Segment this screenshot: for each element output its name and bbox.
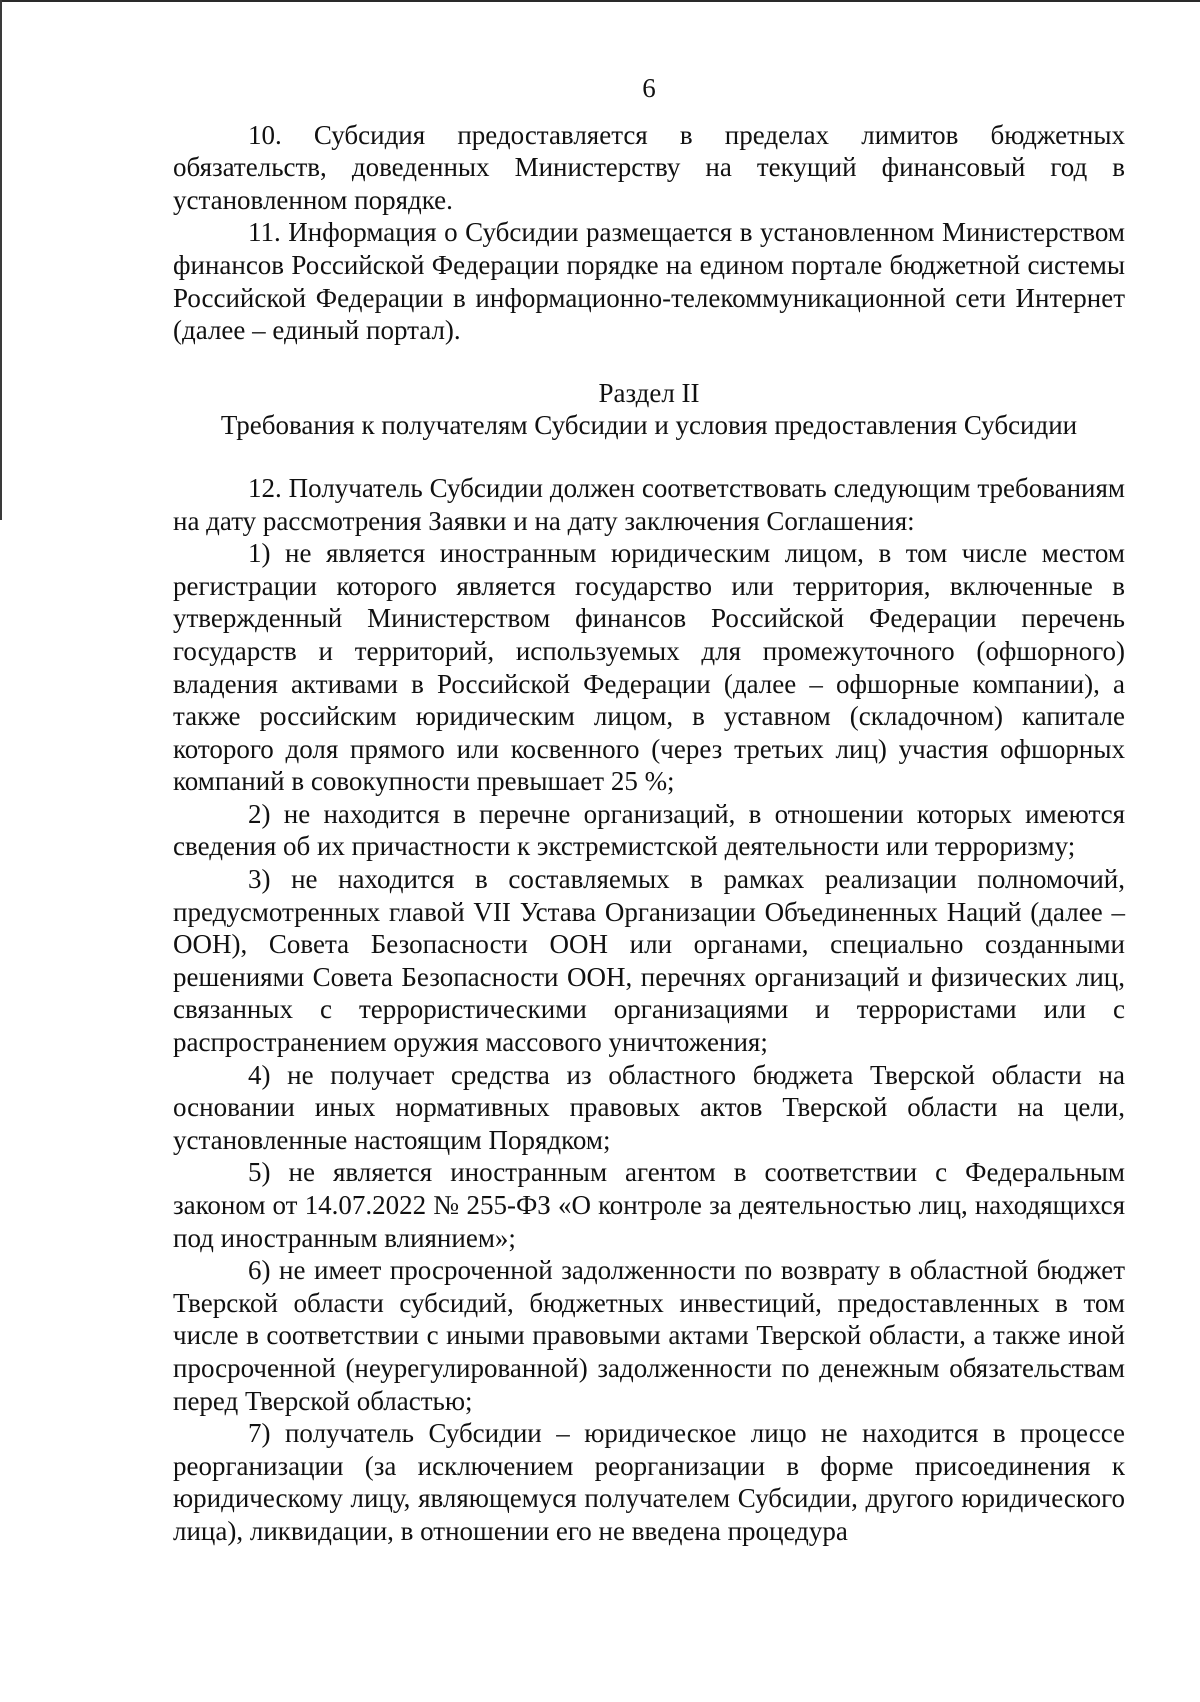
section-title: Требования к получателям Субсидии и условия предоставления Субсидии [220, 410, 1078, 441]
section-gap-bottom [173, 442, 1125, 472]
section-number: Раздел II [598, 377, 700, 408]
paragraph-10: 10. Субсидия предоставляется в пределах лимитов бюджетных обязательств, доведенных Министерству на текущий финансовый год в установленном порядке. [173, 119, 1125, 215]
scan-edge-left [0, 0, 2, 520]
page-number: 6 [642, 73, 656, 103]
requirement-item-4: 4) не получает средства из областного бюджета Тверской области на основании иных нормативных правовых актов Тверской области на цели, установленные настоящим Порядком; [173, 1059, 1125, 1155]
requirement-item-2: 2) не находится в перечне организаций, в отношении которых имеются сведения об их причастности к экстремистской деятельности или терроризму; [173, 798, 1125, 862]
requirement-item-5: 5) не является иностранным агентом в соответствии с Федеральным законом от 14.07.2022 № 255-ФЗ «О контроле за деятельностью лиц, находящихся под иностранным влиянием»; [173, 1157, 1125, 1253]
paragraph-12: 12. Получатель Субсидии должен соответствовать следующим требованиям на дату рассмотрения Заявки и на дату заключения Соглашения: [173, 472, 1125, 536]
document-page [173, 72, 1125, 1548]
requirement-item-6: 6) не имеет просроченной задолженности по возврату в областной бюджет Тверской области субсидий, бюджетных инвестиций, предоставленных в том числе в соответствии с иными правовыми актами Тверской области, а также иной просроченной (неурегулированной) задолженности по денежным обязательствам перед Тверской областью; [173, 1255, 1125, 1416]
section-gap-top [173, 347, 1125, 377]
scan-edge-top [0, 0, 1200, 2]
requirement-item-3: 3) не находится в составляемых в рамках реализации полномочий, предусмотренных главой VII Устава Организации Объединенных Наций (далее – ООН), Совета Безопасности ООН или органами, специально созданными решениями Совета Безопасности ООН, перечнях организаций и физических лиц, связанных с террористическими организациями и террористами или с распространением оружия массового уничтожения; [173, 864, 1125, 1058]
paragraph-11: 11. Информация о Субсидии размещается в установленном Министерством финансов Российской Федерации порядке на едином портале бюджетной системы Российской Федерации в информационно-телекоммуникационной сети Интернет (далее – единый портал). [173, 217, 1125, 346]
requirement-item-7: 7) получатель Субсидии – юридическое лицо не находится в процессе реорганизации (за исключением реорганизации в форме присоединения к юридическому лицу, являющемуся получателем Субсидии, другого юридического лица), ликвидации, в отношении его не введена процедура [173, 1418, 1125, 1546]
requirement-item-1: 1) не является иностранным юридическим лицом, в том числе местом регистрации которого является государство или территория, включенные в утвержденный Министерством финансов Российской Федерации перечень государств и территорий, используемых для промежуточного (офшорного) владения активами в Российской Федерации (далее – офшорные компании), а также российским юридическим лицом, в уставном (складочном) капитале которого доля прямого или косвенного (через третьих лиц) участия офшорных компаний в совокупности превышает 25 %; [173, 538, 1125, 797]
